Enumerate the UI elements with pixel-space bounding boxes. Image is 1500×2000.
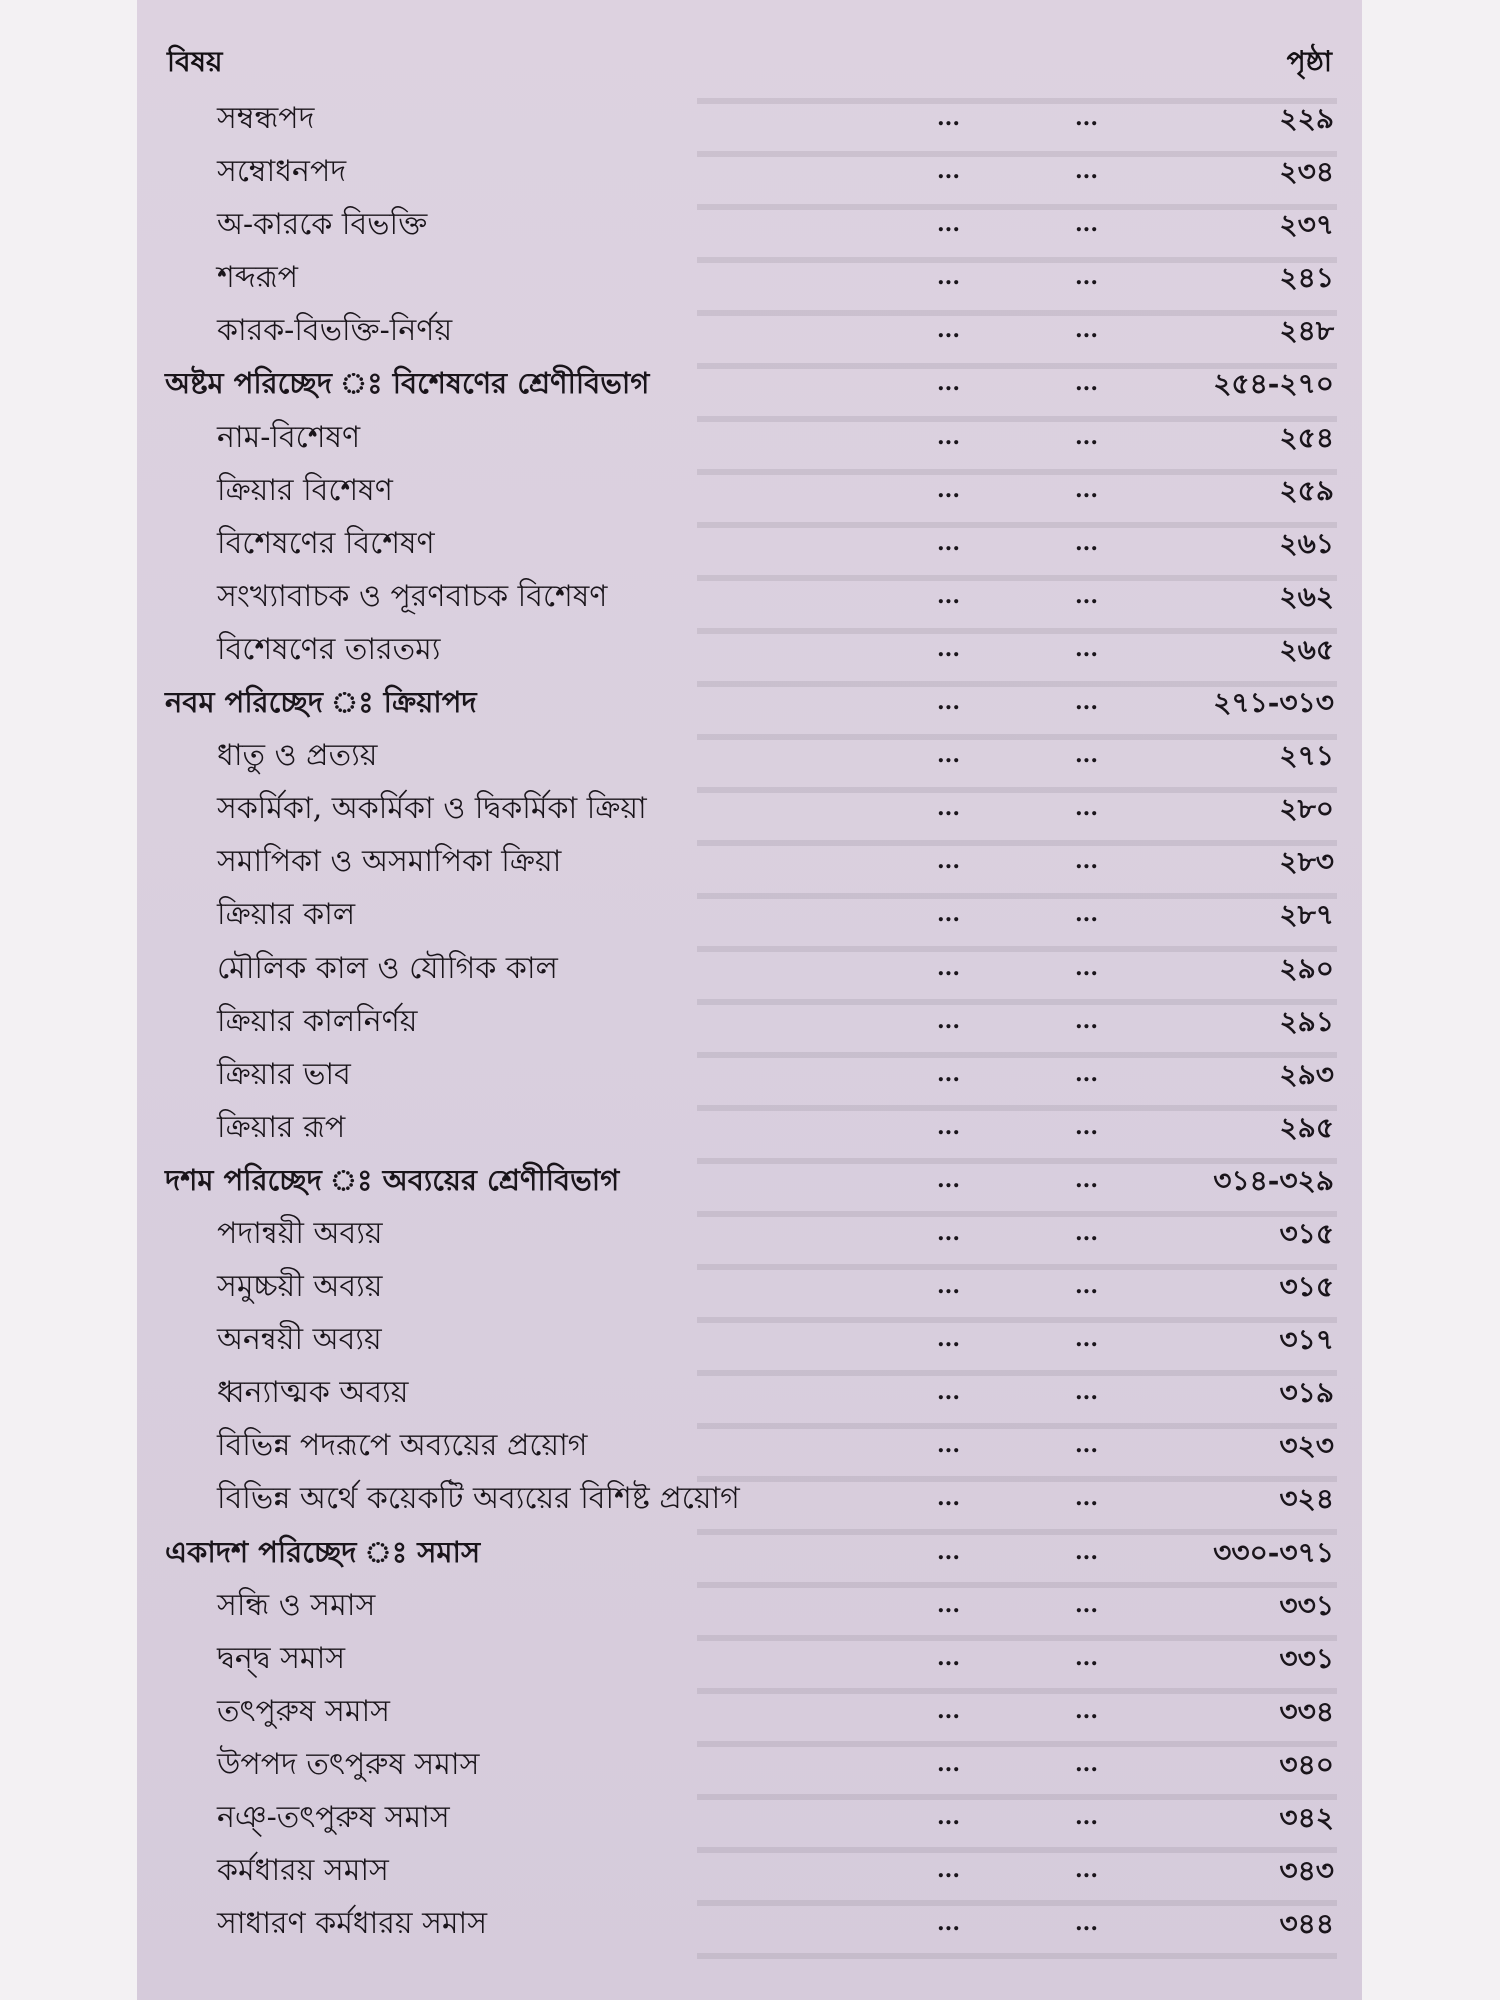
leader-dots: ...: [937, 582, 960, 609]
leader-dots: ...: [1075, 317, 1098, 344]
leader-dots: ...: [1075, 901, 1098, 928]
toc-page-number: ৩২৪: [1279, 1482, 1334, 1516]
leader-dots: ...: [937, 1750, 960, 1777]
toc-page-number: ২৯৩: [1279, 1057, 1334, 1091]
leader-dots: ...: [1075, 370, 1098, 397]
leader-dots: ...: [937, 1273, 960, 1300]
leader-dots: ...: [937, 1804, 960, 1830]
toc-entry-title: সন্ধি ও সমাস: [217, 1587, 376, 1623]
toc-page-number: ২৯৫: [1279, 1110, 1334, 1144]
toc-entry-title: ক্রিয়ার ভাব: [217, 1056, 351, 1092]
toc-page-number: ৩৪২: [1279, 1801, 1334, 1834]
toc-entry-title: বিশেষণের বিশেষণ: [217, 525, 435, 561]
leader-dots: ...: [937, 317, 960, 344]
toc-row: [137, 464, 1362, 517]
toc-page-number: ২৯০: [1279, 951, 1334, 985]
toc-page-number: ৩২৩: [1279, 1429, 1334, 1463]
leader-dots: ...: [1075, 689, 1098, 716]
toc-page-number: ৩৩৪: [1279, 1694, 1334, 1728]
leader-dots: ...: [1075, 1060, 1098, 1087]
leader-dots: ...: [937, 370, 960, 397]
leader-dots: ...: [1075, 476, 1098, 503]
toc-entry-title: একাদশ পরিচ্ছেদ ঃ সমাস: [165, 1534, 481, 1569]
leader-dots: ...: [1075, 1697, 1098, 1724]
toc-row: [137, 1897, 1362, 1950]
leader-dots: ...: [937, 689, 960, 716]
leader-dots: ...: [1075, 1750, 1098, 1777]
book-page: [137, 0, 1362, 2000]
leader-dots: ...: [937, 1060, 960, 1087]
toc-entry-title: সাধারণ কর্মধারয় সমাস: [217, 1906, 488, 1942]
toc-row: [137, 623, 1362, 676]
toc-page-number: ২৯১: [1279, 1004, 1334, 1038]
leader-dots: ...: [937, 158, 960, 185]
toc-page-number: ২৫৪: [1279, 420, 1334, 454]
leader-dots: ...: [937, 529, 960, 556]
toc-row: [137, 1579, 1362, 1632]
leader-dots: ...: [1075, 635, 1098, 662]
leader-dots: ...: [1075, 795, 1098, 822]
toc-entry-title: অষ্টম পরিচ্ছেদ ঃ বিশেষণের শ্রেণীবিভাগ: [165, 366, 650, 401]
toc-entry-title: তৎপুরুষ সমাস: [217, 1693, 390, 1729]
toc-row: [137, 942, 1362, 995]
leader-dots: ...: [937, 211, 960, 238]
toc-page-number: ৩১৫: [1279, 1216, 1334, 1250]
toc-row: [137, 145, 1362, 198]
toc-row: [137, 995, 1362, 1048]
toc-page-number: ৩৩০-৩৭১: [1213, 1535, 1334, 1569]
leader-dots: ...: [937, 1857, 960, 1884]
toc-page-number: ২৭১: [1279, 739, 1334, 773]
toc-row: [137, 1207, 1362, 1260]
leader-dots: ...: [1075, 1219, 1098, 1246]
toc-entry-title: অ-কারকে বিভক্তি: [217, 207, 428, 243]
toc-entry-title: কারক-বিভক্তি-নির্ণয়: [217, 313, 453, 349]
toc-page-number: ২৮০: [1279, 792, 1334, 826]
toc-row: [137, 251, 1362, 304]
toc-row: [137, 92, 1362, 145]
toc-entry-title: মৌলিক কাল ও যৌগিক কাল: [217, 950, 558, 986]
toc-row: [137, 570, 1362, 623]
leader-dots: ...: [937, 1644, 960, 1671]
toc-entry-title: নঞ্-তৎপুরুষ সমাস: [217, 1800, 450, 1835]
toc-row: [137, 1260, 1362, 1313]
toc-page-number: ২৮৭: [1279, 898, 1334, 932]
toc-entry-title: ক্রিয়ার কালনির্ণয়: [217, 1003, 418, 1039]
toc-entry-title: উপপদ তৎপুরুষ সমাস: [217, 1746, 480, 1782]
leader-dots: ...: [1075, 211, 1098, 238]
toc-entry-title: ক্রিয়ার বিশেষণ: [217, 472, 393, 508]
toc-page-number: ৩১৯: [1279, 1376, 1334, 1410]
leader-dots: ...: [1075, 742, 1098, 769]
toc-row: [137, 1632, 1362, 1685]
toc-row: [137, 517, 1362, 570]
toc-entry-title: সংখ্যাবাচক ও পূরণবাচক বিশেষণ: [217, 578, 608, 614]
toc-chapter-row: [137, 357, 1362, 410]
leader-dots: ...: [937, 1432, 960, 1459]
leader-dots: ...: [1075, 1804, 1098, 1830]
leader-dots: ...: [1075, 1326, 1098, 1353]
toc-header: [167, 40, 1332, 80]
toc-row: [137, 1472, 1362, 1525]
leader-dots: ...: [937, 105, 960, 131]
toc-page-number: ২৩৭: [1279, 208, 1334, 242]
leader-dots: ...: [937, 1910, 960, 1937]
leader-dots: ...: [937, 1219, 960, 1246]
toc-row: [137, 729, 1362, 782]
leader-dots: ...: [937, 795, 960, 822]
toc-entry-title: শব্দরূপ: [217, 260, 299, 296]
leader-dots: ...: [937, 742, 960, 769]
toc-page-number: ৩৩১: [1279, 1588, 1334, 1622]
toc-entry-title: নবম পরিচ্ছেদ ঃ ক্রিয়াপদ: [165, 685, 477, 720]
toc-row: [137, 1791, 1362, 1844]
leader-dots: ...: [1075, 1166, 1098, 1193]
page-column-label: পৃষ্ঠা: [1286, 45, 1332, 78]
toc-row: [137, 411, 1362, 464]
toc-entry-title: ক্রিয়ার রূপ: [217, 1109, 346, 1145]
leader-dots: ...: [937, 1379, 960, 1406]
toc-entry-title: অনন্বয়ী অব্যয়: [217, 1322, 382, 1358]
toc-entry-title: সকর্মিকা, অকর্মিকা ও দ্বিকর্মিকা ক্রিয়া: [217, 791, 647, 827]
toc-entry-title: দশম পরিচ্ছেদ ঃ অব্যয়ের শ্রেণীবিভাগ: [165, 1162, 620, 1197]
leader-dots: ...: [937, 1697, 960, 1724]
toc-page-number: ২৫৯: [1279, 473, 1334, 507]
toc-page-number: ২৬১: [1279, 526, 1334, 560]
toc-row: [137, 1048, 1362, 1101]
toc-entry-title: ধ্বন্যাত্মক অব্যয়: [217, 1375, 409, 1411]
leader-dots: ...: [937, 1538, 960, 1565]
toc-row: [137, 1844, 1362, 1897]
leader-dots: ...: [937, 423, 960, 450]
leader-dots: ...: [1075, 423, 1098, 450]
leader-dots: ...: [1075, 1379, 1098, 1406]
leader-dots: ...: [1075, 582, 1098, 609]
toc-row: [137, 1101, 1362, 1154]
toc-entry-title: বিভিন্ন পদরূপে অব্যয়ের প্রয়োগ: [217, 1428, 588, 1464]
toc-row: [137, 1738, 1362, 1791]
toc-page-number: ২৩৪: [1279, 155, 1334, 189]
leader-dots: ...: [1075, 105, 1098, 131]
leader-dots: ...: [1075, 1591, 1098, 1618]
leader-dots: ...: [937, 1326, 960, 1353]
toc-entry-title: নাম-বিশেষণ: [217, 419, 361, 455]
subject-column-label: বিষয়: [167, 45, 223, 78]
toc-entry-title: ক্রিয়ার কাল: [217, 897, 356, 933]
toc-entry-title: পদান্বয়ী অব্যয়: [217, 1215, 383, 1251]
toc-chapter-row: [137, 676, 1362, 729]
toc-page-number: ৩৪৪: [1279, 1907, 1334, 1941]
toc-entry-title: দ্বন্দ্ব সমাস: [217, 1640, 346, 1676]
leader-dots: ...: [1075, 954, 1098, 981]
toc-chapter-row: [137, 1526, 1362, 1579]
toc-row: [137, 1366, 1362, 1419]
leader-dots: ...: [937, 264, 960, 291]
toc-chapter-row: [137, 1154, 1362, 1207]
leader-dots: ...: [937, 1166, 960, 1193]
leader-dots: ...: [1075, 1113, 1098, 1140]
leader-dots: ...: [937, 954, 960, 981]
toc-page-number: ৩৪০: [1279, 1747, 1334, 1781]
leader-dots: ...: [1075, 1857, 1098, 1884]
leader-dots: ...: [1075, 264, 1098, 291]
leader-dots: ...: [1075, 1538, 1098, 1565]
toc-entry-title: সমুচ্চয়ী অব্যয়: [217, 1269, 383, 1305]
leader-dots: ...: [1075, 1432, 1098, 1459]
toc-page-number: ৩১৪-৩২৯: [1213, 1163, 1334, 1197]
toc-row: [137, 782, 1362, 835]
toc-page-number: ২৬২: [1279, 579, 1334, 613]
toc-page-number: ২৫৪-২৭০: [1213, 367, 1334, 401]
leader-dots: ...: [1075, 1485, 1098, 1512]
leader-dots: ...: [937, 848, 960, 875]
toc-entry-title: সমাপিকা ও অসমাপিকা ক্রিয়া: [217, 844, 562, 880]
leader-dots: ...: [1075, 1007, 1098, 1034]
toc-entry-title: ধাতু ও প্রত্যয়: [217, 738, 378, 774]
toc-entry-title: সম্বোধনপদ: [217, 154, 347, 190]
toc-page-number: ৩৪৩: [1279, 1854, 1334, 1888]
leader-dots: ...: [937, 1591, 960, 1618]
toc-page-number: ২৬৫: [1279, 632, 1334, 666]
leader-dots: ...: [1075, 529, 1098, 556]
toc-page-number: ২৪১: [1279, 261, 1334, 295]
toc-page-number: ৩১৫: [1279, 1270, 1334, 1304]
leader-dots: ...: [1075, 848, 1098, 875]
toc-row: [137, 888, 1362, 941]
toc-row: [137, 1685, 1362, 1738]
leader-dots: ...: [937, 901, 960, 928]
toc-page-number: ২৮৩: [1279, 845, 1334, 879]
toc-page-number: ৩৩১: [1279, 1641, 1334, 1675]
leader-dots: ...: [937, 1113, 960, 1140]
toc-page-number: ৩১৭: [1279, 1323, 1334, 1357]
leader-dots: ...: [937, 476, 960, 503]
leader-dots: ...: [937, 1007, 960, 1034]
leader-dots: ...: [937, 635, 960, 662]
toc-page-number: ২২৯: [1279, 102, 1334, 135]
leader-dots: ...: [1075, 158, 1098, 185]
leader-dots: ...: [1075, 1910, 1098, 1937]
leader-dots: ...: [1075, 1644, 1098, 1671]
leader-dots: ...: [1075, 1273, 1098, 1300]
toc-entry-title: বিভিন্ন অর্থে কয়েকটি অব্যয়ের বিশিষ্ট প্রয়োগ: [217, 1481, 740, 1517]
toc-row: [137, 1313, 1362, 1366]
toc-entry-title: বিশেষণের তারতম্য: [217, 631, 441, 667]
toc-page-number: ২৭১-৩১৩: [1213, 686, 1334, 720]
toc-page-number: ২৪৮: [1279, 314, 1334, 348]
toc-row: [137, 1419, 1362, 1472]
leader-dots: ...: [937, 1485, 960, 1512]
toc-row: [137, 198, 1362, 251]
toc-entry-title: সম্বন্ধপদ: [217, 101, 315, 136]
toc-rows: [137, 92, 1362, 1950]
toc-row: [137, 304, 1362, 357]
toc-entry-title: কর্মধারয় সমাস: [217, 1853, 389, 1889]
toc-row: [137, 835, 1362, 888]
